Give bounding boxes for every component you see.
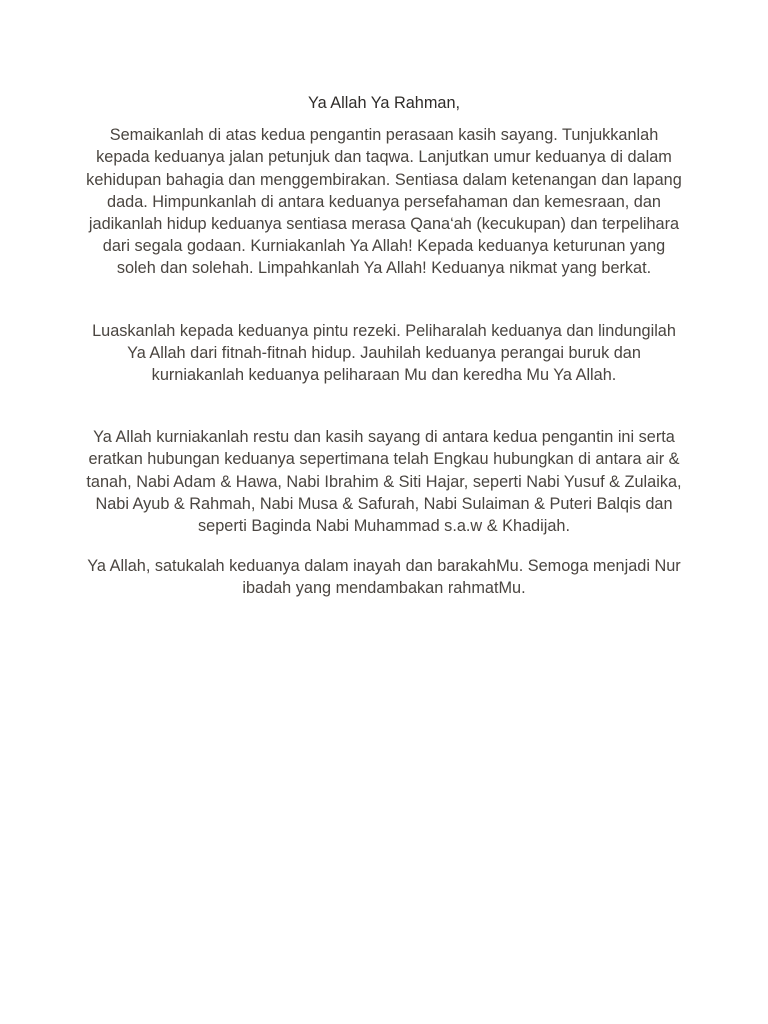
paragraph-3: Ya Allah kurniakanlah restu dan kasih sayang di antara kedua pengantin ini serta eratkan hubungan keduanya sepertimana telah Engkau hubungkan di antara air & tanah, Nabi Adam & Hawa, Nabi Ibrahim & Siti Hajar, seperti Nabi Yusuf & Zulaika, Nabi Ayub & Rahmah, Nabi Musa & Safurah, Nabi Sulaiman & Puteri Balqis dan seperti Baginda Nabi Muhammad s.a.w & Khadijah. bbox=[86, 428, 682, 536]
paragraph-1: Semaikanlah di atas kedua pengantin perasaan kasih sayang. Tunjukkanlah kepada keduanya jalan petunjuk dan taqwa. Lanjutkan umur keduanya di dalam kehidupan bahagia dan menggembirakan. Sentiasa dalam ketenangan dan lapang dada. Himpunkanlah di antara keduanya persefahaman dan kemesraan, dan jadikanlah hidup keduanya sentiasa merasa Qana‘ah (kecukupan) dan terpelihara dari segala godaan. Kurniakanlah Ya Allah! Kepada keduanya keturunan yang soleh dan solehah. Limpahkanlah Ya Allah! Keduanya nikmat yang berkat. bbox=[86, 126, 682, 278]
paragraph-4: Ya Allah, satukalah keduanya dalam inayah dan barakahMu. Semoga menjadi Nur ibadah yang mendambakan rahmatMu. bbox=[87, 557, 681, 598]
paragraph-2: Luaskanlah kepada keduanya pintu rezeki. Peliharalah keduanya dan lindungilah Ya Allah dari fitnah-fitnah hidup. Jauhilah keduanya perangai buruk dan kurniakanlah keduanya peliharaan Mu dan keredha Mu Ya Allah. bbox=[92, 321, 676, 385]
salutation-heading: Ya Allah Ya Rahman, bbox=[307, 94, 461, 112]
document-body bbox=[84, 92, 684, 600]
